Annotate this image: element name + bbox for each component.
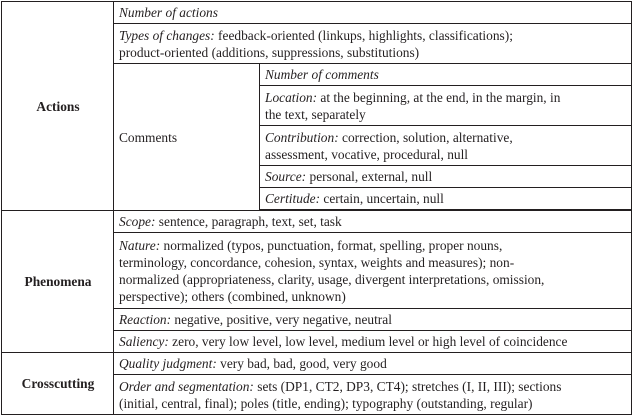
cell-number-of-actions: Number of actions	[114, 2, 632, 24]
cell-quality-judgment: Quality judgment: very bad, bad, good, very good	[114, 353, 632, 375]
table-row	[2, 353, 632, 375]
cell-location: Location: at the beginning, at the end, in the margin, in the text, separately	[260, 86, 632, 126]
cell-certitude: Certitude: certain, uncertain, null	[260, 188, 632, 210]
cell-nature: Nature: normalized (typos, punctuation, format, spelling, proper nouns, terminology, concordance, cohesion, syntax, weights and measures); non- normalized (appropriateness, clarity, usage, divergent interpretations, omission, perspective); others (combined, unknown)	[114, 233, 632, 309]
table-row	[2, 2, 632, 24]
cell-contribution: Contribution: correction, solution, alternative, assessment, vocative, procedural, null	[260, 126, 632, 166]
cell-source: Source: personal, external, null	[260, 166, 632, 188]
category-crosscutting: Crosscutting	[2, 353, 114, 415]
cell-scope: Scope: sentence, paragraph, text, set, task	[114, 211, 632, 233]
cell-reaction: Reaction: negative, positive, very negative, neutral	[114, 309, 632, 331]
category-phenomena: Phenomena	[2, 211, 114, 353]
taxonomy-table	[1, 1, 632, 415]
cell-types-of-changes: Types of changes: feedback-oriented (linkups, highlights, classifications); product-oriented (additions, suppressions, substitutions)	[114, 24, 632, 64]
table-row	[2, 211, 632, 233]
category-actions: Actions	[2, 2, 114, 211]
subcategory-comments: Comments	[114, 64, 260, 211]
cell-order-and-segmentation: Order and segmentation: sets (DP1, CT2, DP3, CT4); stretches (I, II, III); sections (initial, central, final); poles (title, ending); typography (outstanding, regular)	[114, 375, 632, 415]
cell-number-of-comments: Number of comments	[260, 64, 632, 86]
cell-saliency: Saliency: zero, very low level, low level, medium level or high level of coincidence	[114, 331, 632, 353]
